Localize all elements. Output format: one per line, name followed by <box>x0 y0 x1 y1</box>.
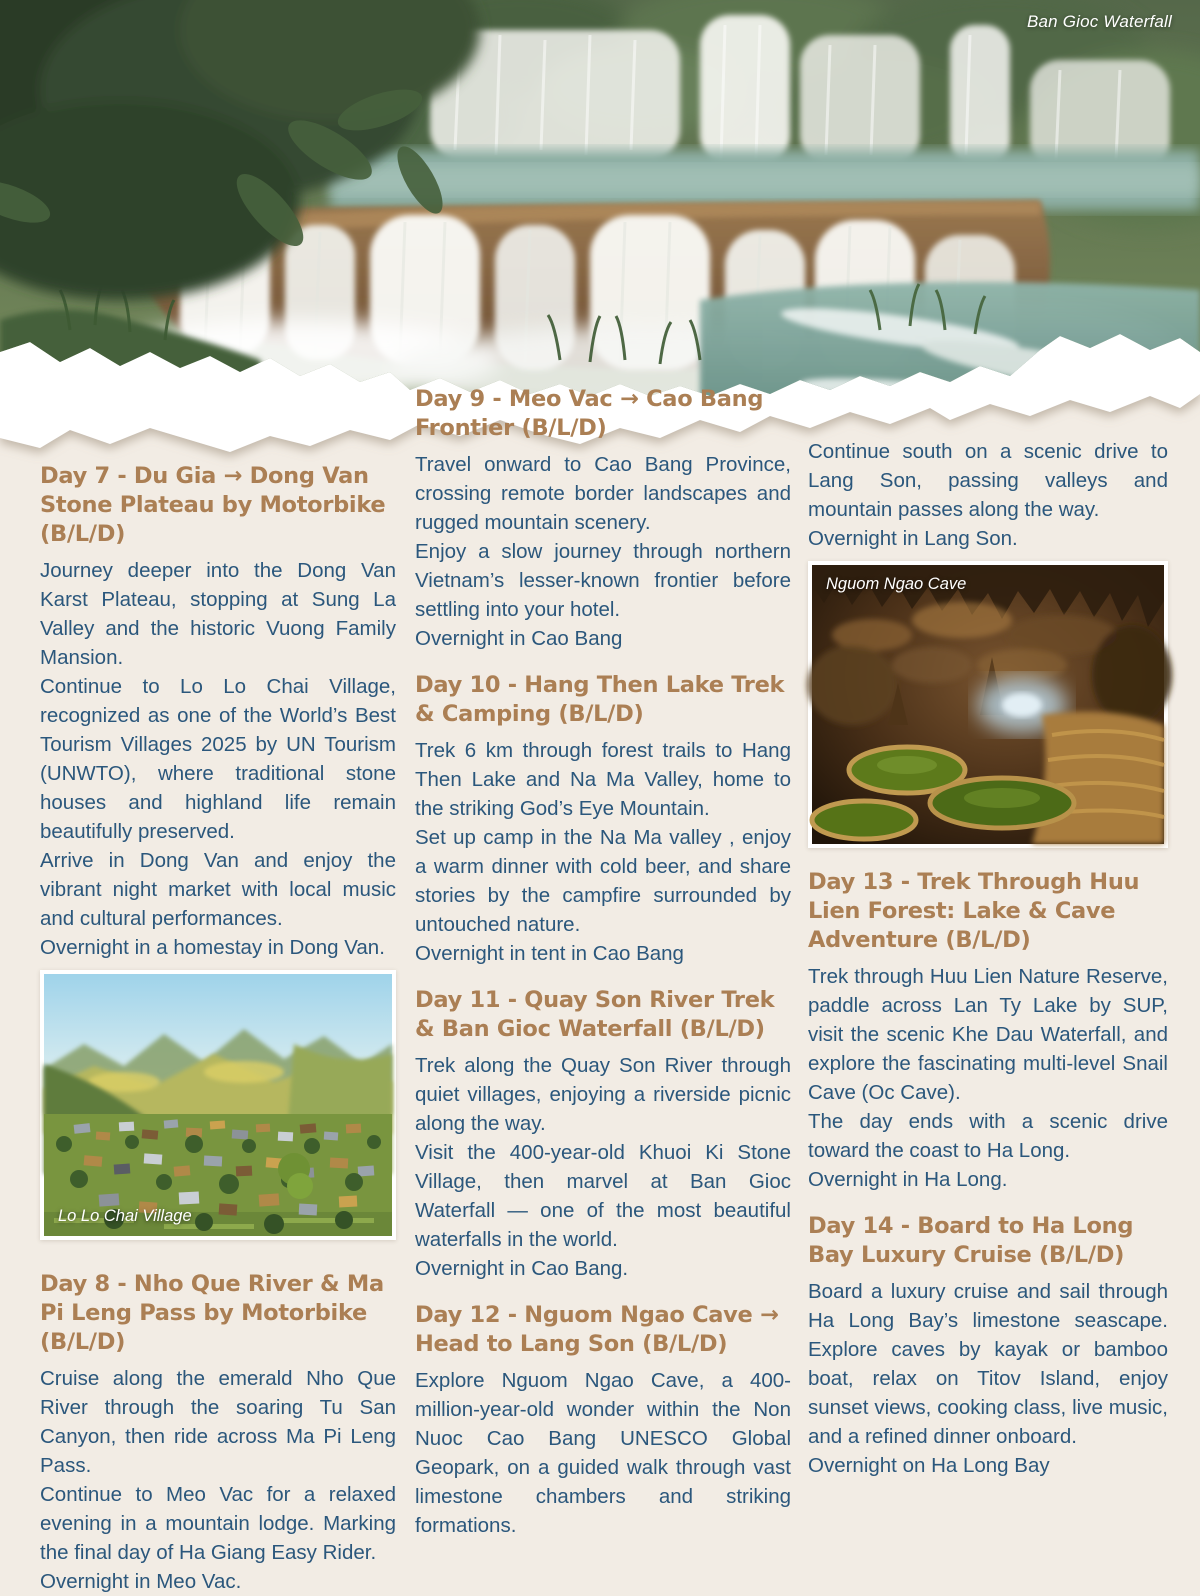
village-scene <box>44 974 392 1236</box>
day9-heading: Day 9 - Meo Vac → Cao Bang Frontier (B/L/D) <box>415 386 764 441</box>
day10-paragraph: Overnight in tent in Cao Bang <box>415 942 684 965</box>
day8-heading: Day 8 - Nho Que River & Ma Pi Leng Pass by Motorbike (B/L/D) <box>40 1271 384 1355</box>
day7-paragraph: Journey deeper into the Dong Van Karst Plateau, stopping at Sung La Valley and the historic Vuong Family Mansion. <box>40 559 396 669</box>
day13-paragraph: Overnight in Ha Long. <box>808 1168 1008 1191</box>
day12-heading: Day 12 - Nguom Ngao Cave → Head to Lang Son (B/L/D) <box>415 1302 779 1357</box>
day14-paragraph: Board a luxury cruise and sail through Ha Long Bay’s limestone seascape. Explore caves by kayak or bamboo boat, relax on Titov Island, enjoy sunset views, cooking class, live music, and a refined dinner onboard. <box>808 1280 1168 1448</box>
day8-paragraph: Cruise along the emerald Nho Que River through the soaring Tu San Canyon, then ride across Ma Pi Leng Pass. <box>40 1367 396 1477</box>
cave-photo-caption: Nguom Ngao Cave <box>826 575 967 593</box>
day10-paragraph: Set up camp in the Na Ma valley , enjoy a warm dinner with cold beer, and share stories by the campfire surrounded by untouched nature. <box>415 826 791 936</box>
day8-paragraph: Overnight in Meo Vac. <box>40 1570 242 1593</box>
day10-paragraph: Trek 6 km through forest trails to Hang Then Lake and Na Ma Valley, home to the striking God’s Eye Mountain. <box>415 739 791 820</box>
cave-scene <box>812 565 1164 844</box>
column-2 <box>415 385 791 1540</box>
day10-section <box>415 671 791 968</box>
day12-paragraph: Continue south on a scenic drive to Lang Son, passing valleys and mountain passes along the way. <box>808 440 1168 521</box>
column-3 <box>808 437 1168 1480</box>
column-1 <box>40 462 396 1596</box>
day7-heading: Day 7 - Du Gia → Dong Van Stone Plateau by Motorbike (B/L/D) <box>40 463 386 547</box>
day7-paragraph: Overnight in a homestay in Dong Van. <box>40 936 385 959</box>
day12-paragraph: Explore Nguom Ngao Cave, a 400-million-year-old wonder within the Non Nuoc Cao Bang UNESCO Global Geopark, on a guided walk through vast limestone chambers and striking formations. <box>415 1369 791 1537</box>
day13-paragraph: The day ends with a scenic drive toward the coast to Ha Long. <box>808 1110 1168 1162</box>
day13-section <box>808 868 1168 1194</box>
day14-paragraph: Overnight on Ha Long Bay <box>808 1454 1050 1477</box>
hero-caption: Ban Gioc Waterfall <box>1026 12 1172 31</box>
day11-paragraph: Overnight in Cao Bang. <box>415 1257 629 1280</box>
day11-paragraph: Visit the 400-year-old Khuoi Ki Stone Village, then marvel at Ban Gioc Waterfall — one of the most beautiful waterfalls in the world. <box>415 1141 791 1251</box>
day9-section <box>415 385 791 653</box>
day8-paragraph: Continue to Meo Vac for a relaxed evening in a mountain lodge. Marking the final day of Ha Giang Easy Rider. <box>40 1483 396 1564</box>
day13-heading: Day 13 - Trek Through Huu Lien Forest: Lake & Cave Adventure (B/L/D) <box>808 869 1140 953</box>
day12-section <box>415 1301 791 1540</box>
day7-section <box>40 462 396 962</box>
day12-paragraph: Overnight in Lang Son. <box>808 527 1018 550</box>
nguom-ngao-photo <box>808 561 1168 848</box>
day8-section <box>40 1270 396 1596</box>
day11-heading: Day 11 - Quay Son River Trek & Ban Gioc Waterfall (B/L/D) <box>415 987 775 1042</box>
day10-heading: Day 10 - Hang Then Lake Trek & Camping (B/L/D) <box>415 672 785 727</box>
village-photo-caption: Lo Lo Chai Village <box>58 1207 192 1225</box>
day7-paragraph: Continue to Lo Lo Chai Village, recognized as one of the World’s Best Tourism Villages 2025 by UN Tourism (UNWTO), where traditional stone houses and highland life remain beautifully preserved. <box>40 675 396 843</box>
day11-section <box>415 986 791 1283</box>
day9-paragraph: Overnight in Cao Bang <box>415 627 623 650</box>
lo-lo-chai-photo <box>40 970 396 1240</box>
day9-paragraph: Travel onward to Cao Bang Province, crossing remote border landscapes and rugged mountain scenery. <box>415 453 791 534</box>
day14-heading: Day 14 - Board to Ha Long Bay Luxury Cruise (B/L/D) <box>808 1213 1134 1268</box>
day7-paragraph: Arrive in Dong Van and enjoy the vibrant night market with local music and cultural performances. <box>40 849 396 930</box>
day13-paragraph: Trek through Huu Lien Nature Reserve, paddle across Lan Ty Lake by SUP, visit the scenic Khe Dau Waterfall, and explore the fascinating multi-level Snail Cave (Oc Cave). <box>808 965 1168 1104</box>
day12-continued-section <box>808 437 1168 553</box>
day9-paragraph: Enjoy a slow journey through northern Vietnam’s lesser-known frontier before settling into your hotel. <box>415 540 791 621</box>
day11-paragraph: Trek along the Quay Son River through quiet villages, enjoying a riverside picnic along the way. <box>415 1054 791 1135</box>
day14-section <box>808 1212 1168 1480</box>
